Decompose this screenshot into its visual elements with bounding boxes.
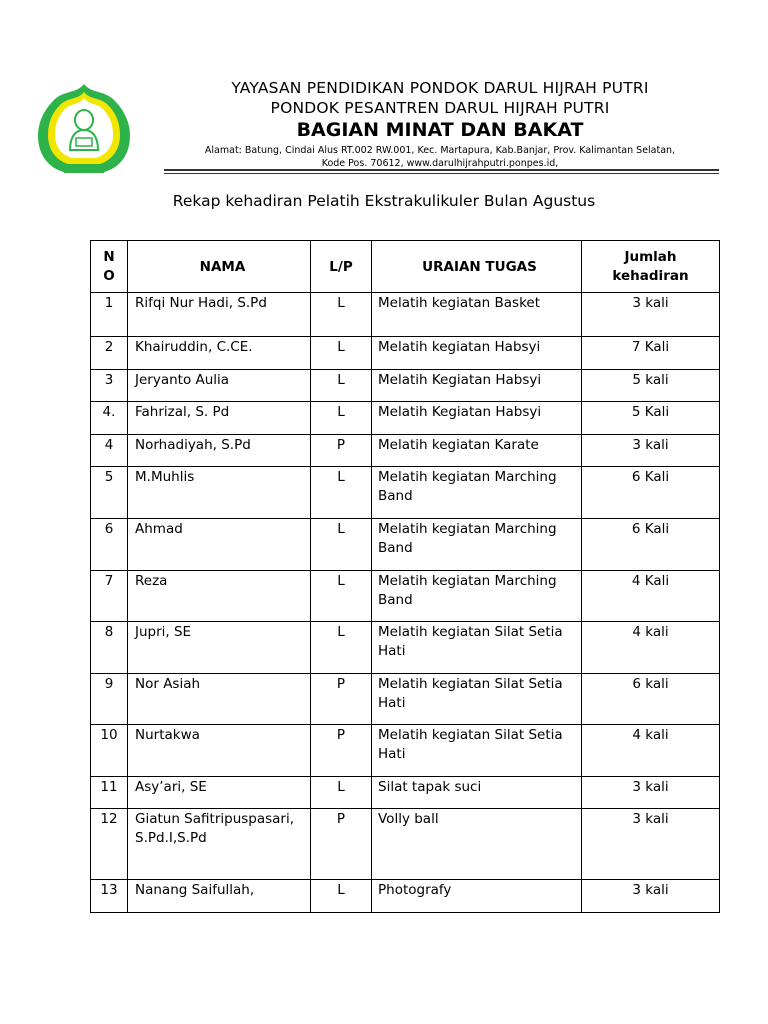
header-lp: L/P: [311, 241, 372, 293]
cell-nama: Nanang Saifullah,: [128, 880, 311, 913]
cell-lp: L: [311, 777, 372, 809]
cell-uraian-tugas: Melatih kegiatan Karate: [372, 435, 582, 467]
header-divider-thin: [164, 173, 719, 174]
cell-uraian-tugas: Melatih Kegiatan Habsyi: [372, 402, 582, 435]
header-jumlah-kehadiran: Jumlah kehadiran: [582, 241, 720, 293]
address-line-1: Alamat: Batung, Cindai Alus RT.002 RW.001, Kec. Martapura, Kab.Banjar, Prov. Kalimantan Selatan,: [204, 145, 676, 156]
table-row: [91, 293, 720, 337]
cell-uraian-tugas: Melatih kegiatan Marching Band: [372, 467, 582, 519]
cell-nama: Reza: [128, 571, 311, 622]
cell-nama: Giatun Safitripuspasari, S.Pd.I,S.Pd: [128, 809, 311, 880]
cell-jumlah: 3 kali: [582, 293, 720, 337]
cell-jumlah: 3 kali: [582, 809, 720, 880]
cell-uraian-tugas: Melatih kegiatan Silat Setia Hati: [372, 674, 582, 725]
cell-uraian-tugas: Melatih kegiatan Habsyi: [372, 337, 582, 370]
cell-no: 6: [91, 519, 128, 571]
institution-logo: [34, 80, 134, 180]
table-row: [91, 519, 720, 571]
table-row: [91, 809, 720, 880]
cell-lp: L: [311, 402, 372, 435]
cell-nama: Jupri, SE: [128, 622, 311, 674]
cell-nama: Nor Asiah: [128, 674, 311, 725]
cell-lp: L: [311, 622, 372, 674]
table-row: [91, 370, 720, 402]
table-row: [91, 725, 720, 777]
cell-lp: L: [311, 571, 372, 622]
table-row: [91, 880, 720, 913]
cell-uraian-tugas: Melatih kegiatan Marching Band: [372, 519, 582, 571]
cell-lp: P: [311, 435, 372, 467]
department-name: BAGIAN MINAT DAN BAKAT: [296, 119, 584, 141]
cell-jumlah: 6 kali: [582, 674, 720, 725]
cell-no: 13: [91, 880, 128, 913]
table-row: [91, 674, 720, 725]
table-header-row: [91, 241, 720, 293]
cell-lp: L: [311, 519, 372, 571]
table-row: [91, 622, 720, 674]
cell-uraian-tugas: Melatih kegiatan Marching Band: [372, 571, 582, 622]
cell-uraian-tugas: Melatih kegiatan Silat Setia Hati: [372, 725, 582, 777]
attendance-table: [90, 240, 720, 913]
cell-nama: Khairuddin, C.CE.: [128, 337, 311, 370]
cell-lp: L: [311, 337, 372, 370]
cell-lp: P: [311, 674, 372, 725]
cell-lp: L: [311, 293, 372, 337]
cell-lp: L: [311, 880, 372, 913]
cell-lp: P: [311, 809, 372, 880]
cell-jumlah: 4 kali: [582, 622, 720, 674]
cell-uraian-tugas: Melatih kegiatan Silat Setia Hati: [372, 622, 582, 674]
header-no: N O: [91, 241, 128, 293]
cell-no: 12: [91, 809, 128, 880]
cell-nama: Norhadiyah, S.Pd: [128, 435, 311, 467]
cell-jumlah: 6 Kali: [582, 467, 720, 519]
cell-no: 8: [91, 622, 128, 674]
cell-jumlah: 3 kali: [582, 777, 720, 809]
cell-uraian-tugas: Photografy: [372, 880, 582, 913]
cell-nama: Asy’ari, SE: [128, 777, 311, 809]
cell-uraian-tugas: Volly ball: [372, 809, 582, 880]
cell-no: 11: [91, 777, 128, 809]
school-name: PONDOK PESANTREN DARUL HIJRAH PUTRI: [270, 99, 610, 117]
cell-lp: L: [311, 370, 372, 402]
cell-no: 5: [91, 467, 128, 519]
cell-jumlah: 6 Kali: [582, 519, 720, 571]
cell-jumlah: 7 Kali: [582, 337, 720, 370]
address-line-2: Kode Pos. 70612, www.darulhijrahputri.ponpes.id,: [321, 158, 559, 169]
cell-uraian-tugas: Silat tapak suci: [372, 777, 582, 809]
cell-nama: Rifqi Nur Hadi, S.Pd: [128, 293, 311, 337]
cell-jumlah: 4 kali: [582, 725, 720, 777]
cell-jumlah: 4 Kali: [582, 571, 720, 622]
cell-jumlah: 5 kali: [582, 370, 720, 402]
letterhead: [160, 78, 720, 170]
cell-no: 3: [91, 370, 128, 402]
cell-lp: L: [311, 467, 372, 519]
cell-uraian-tugas: Melatih Kegiatan Habsyi: [372, 370, 582, 402]
header-uraian-tugas: URAIAN TUGAS: [372, 241, 582, 293]
cell-nama: Nurtakwa: [128, 725, 311, 777]
cell-no: 4: [91, 435, 128, 467]
table-row: [91, 337, 720, 370]
cell-nama: Ahmad: [128, 519, 311, 571]
document-title: Rekap kehadiran Pelatih Ekstrakulikuler Bulan Agustus: [172, 192, 596, 210]
header-divider-thick: [164, 169, 719, 171]
cell-nama: M.Muhlis: [128, 467, 311, 519]
cell-no: 1: [91, 293, 128, 337]
cell-jumlah: 3 kali: [582, 880, 720, 913]
cell-nama: Fahrizal, S. Pd: [128, 402, 311, 435]
table-row: [91, 467, 720, 519]
table-row: [91, 571, 720, 622]
cell-no: 2: [91, 337, 128, 370]
header-nama: NAMA: [128, 241, 311, 293]
cell-lp: P: [311, 725, 372, 777]
cell-jumlah: 3 kali: [582, 435, 720, 467]
table-row: [91, 402, 720, 435]
foundation-name: YAYASAN PENDIDIKAN PONDOK DARUL HIJRAH PUTRI: [231, 79, 649, 97]
cell-no: 10: [91, 725, 128, 777]
cell-nama: Jeryanto Aulia: [128, 370, 311, 402]
cell-jumlah: 5 Kali: [582, 402, 720, 435]
table-row: [91, 435, 720, 467]
table-body: [91, 293, 720, 913]
cell-no: 4.: [91, 402, 128, 435]
cell-uraian-tugas: Melatih kegiatan Basket: [372, 293, 582, 337]
cell-no: 9: [91, 674, 128, 725]
table-row: [91, 777, 720, 809]
cell-no: 7: [91, 571, 128, 622]
